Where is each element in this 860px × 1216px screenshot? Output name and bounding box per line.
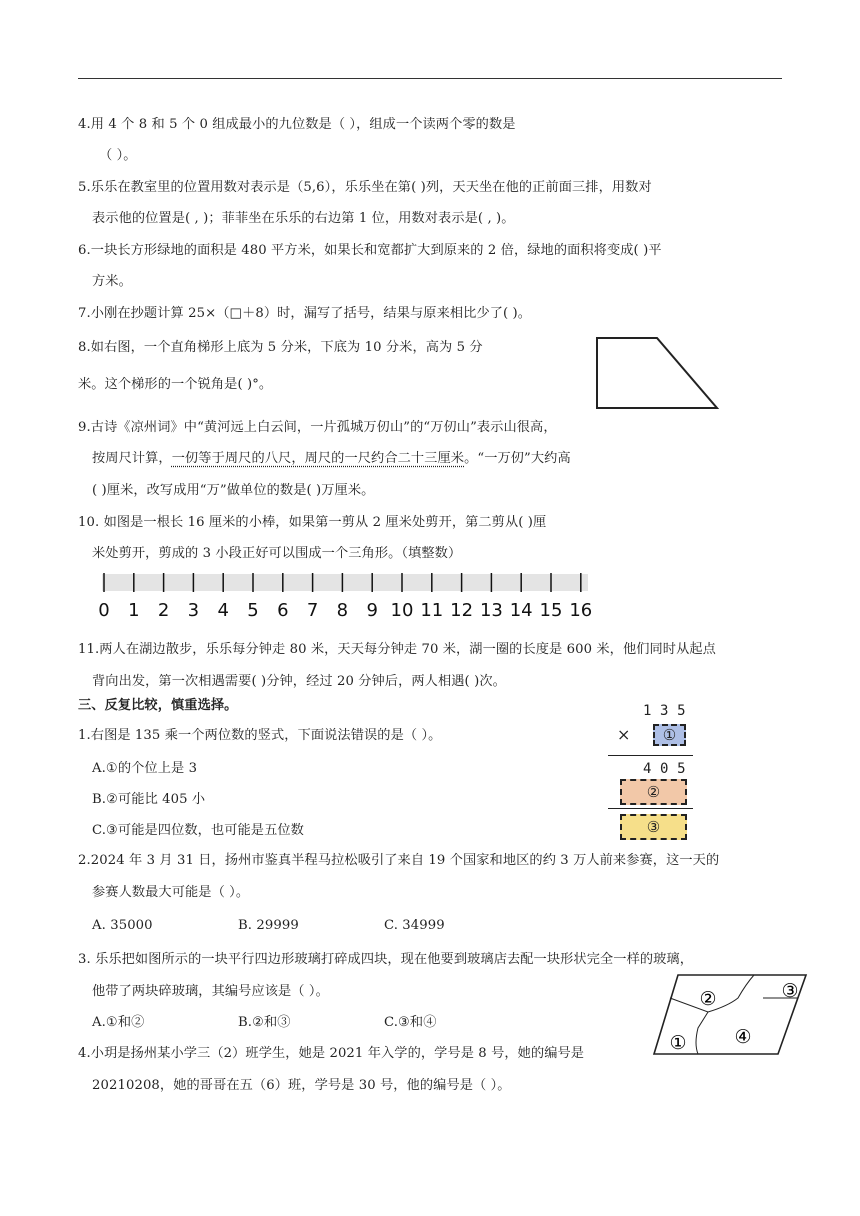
c3-option-b: B.②和③ <box>238 1015 291 1030</box>
q10-line1: 10. 如图是一根长 16 厘米的小棒，如果第一剪从 2 厘米处剪开，第二剪从( )厘 <box>78 515 547 530</box>
c3-line2: 他带了两块碎玻璃，其编号应该是（ ）。 <box>92 984 329 999</box>
q6-line2: 方米。 <box>92 274 132 289</box>
ruler-label: 14 <box>509 600 533 621</box>
parallelogram-figure <box>650 970 810 1060</box>
q6-line1: 6.一块长方形绿地的面积是 480 平方米，如果长和宽都扩大到原来的 2 倍，绿地的面积将变成( )平 <box>78 243 662 258</box>
box-1: ① <box>653 724 686 746</box>
ruler-label: 13 <box>479 600 503 621</box>
q10-line2: 米处剪开，剪成的 3 小段正好可以围成一个三角形。（填整数） <box>92 546 462 561</box>
header-rule <box>78 78 782 79</box>
q9-line3: ( )厘米，改写成用“万”做单位的数是( )万厘米。 <box>92 483 375 498</box>
c2-option-b: B. 29999 <box>238 918 299 933</box>
c2-line1: 2.2024 年 3 月 31 日，扬州市鉴真半程马拉松吸引了来自 19 个国家和地区的约 3 万人前来参赛，这一天的 <box>78 853 720 868</box>
box-2: ② <box>620 779 687 805</box>
piece-label-1: ① <box>669 1032 687 1054</box>
ruler-label: 8 <box>336 600 349 621</box>
section-3-heading: 三、反复比较，慎重选择。 <box>78 698 238 713</box>
q9-line2-c: 。“一万仞”大约高 <box>464 451 571 466</box>
c1-option-c: C.③可能是四位数，也可能是五位数 <box>92 823 304 838</box>
ruler-label: 6 <box>277 600 289 621</box>
ruler-label: 0 <box>98 600 110 621</box>
c2-option-c: C. 34999 <box>384 918 445 933</box>
ruler-label: 1 <box>128 600 140 621</box>
c3-line1: 3. 乐乐把如图所示的一块平行四边形玻璃打碎成四块，现在他要到玻璃店去配一块形状完全一样的玻璃， <box>78 952 694 967</box>
mult-rule-2 <box>608 808 693 809</box>
ruler-label: 12 <box>450 600 474 621</box>
q8-line2: 米。这个梯形的一个锐角是( )°。 <box>78 377 273 392</box>
piece-label-2: ② <box>699 988 717 1010</box>
q8-line1: 8.如右图，一个直角梯形上底为 5 分米，下底为 10 分米，高为 5 分 <box>78 340 483 355</box>
ruler-label: 15 <box>539 600 563 621</box>
q4-line1: 4.用 4 个 8 和 5 个 0 组成最小的九位数是（ ），组成一个读两个零的数是 <box>78 117 516 132</box>
ruler-label: 16 <box>569 600 593 621</box>
ruler-label: 7 <box>306 600 319 621</box>
q5-line1: 5.乐乐在教室里的位置用数对表示是（5,6），乐乐坐在第( )列，天天坐在他的正前面三排，用数对 <box>78 180 652 195</box>
q7-line: 7.小刚在抄题计算 25×（□＋8）时，漏写了括号，结果与原来相比少了( )。 <box>78 306 532 321</box>
mult-rule-1 <box>608 755 693 756</box>
ruler-label: 9 <box>366 600 378 621</box>
c1-option-b: B.②可能比 405 小 <box>92 792 206 807</box>
c4-line2: 20210208，她的哥哥在五（6）班，学号是 30 号，他的编号是（ ）。 <box>92 1078 511 1093</box>
c4-line1: 4.小玥是扬州某小学三（2）班学生，她是 2021 年入学的，学号是 8 号，她的编号是 <box>78 1046 585 1061</box>
ruler-label: 3 <box>187 600 200 621</box>
crack-line-2 <box>696 1012 708 1054</box>
c3-option-a: A.①和② <box>92 1015 145 1030</box>
mult-partial: 4 0 5 <box>643 761 686 777</box>
q11-line1: 11.两人在湖边散步，乐乐每分钟走 80 米，天天每分钟走 70 米，湖一圈的长度是 600 米，他们同时从起点 <box>78 642 716 657</box>
c1-option-a: A.①的个位上是 3 <box>92 761 198 776</box>
c2-option-a: A. 35000 <box>92 918 153 933</box>
ruler-label: 10 <box>390 600 414 621</box>
q9-line1: 9.古诗《凉州词》中“黄河远上白云间，一片孤城万仞山”的“万仞山”表示山很高， <box>78 420 557 435</box>
ruler-label: 11 <box>420 600 444 621</box>
q4-line2: （ ）。 <box>99 148 137 163</box>
ruler-label: 5 <box>247 600 259 621</box>
ruler-label: 2 <box>157 600 170 621</box>
times-sign: × <box>617 725 631 744</box>
q9-emphasis: 一仞等于周尺的八尺，周尺的一尺约合二十三厘米 <box>171 451 465 466</box>
q9-line2 <box>92 451 571 467</box>
c3-option-c: C.③和④ <box>384 1015 437 1030</box>
q5-line2: 表示他的位置是( , )；菲菲坐在乐乐的右边第 1 位，用数对表示是( , )。 <box>92 211 515 226</box>
ruler-label: 4 <box>217 600 229 621</box>
ruler-bar <box>102 574 588 591</box>
q11-line2: 背向出发，第一次相遇需要( )分钟，经过 20 分钟后，两人相遇( )次。 <box>92 674 506 689</box>
c1-stem: 1.右图是 135 乘一个两位数的竖式，下面说法错误的是（ ）。 <box>78 728 442 743</box>
q9-line2-a: 按周尺计算， <box>92 451 172 466</box>
trapezoid-figure <box>590 334 725 414</box>
piece-label-4: ④ <box>734 1026 752 1048</box>
mult-top-number: 1 3 5 <box>643 703 686 719</box>
box-3: ③ <box>620 814 687 840</box>
c2-line2: 参赛人数最大可能是（ ）。 <box>92 885 250 900</box>
ruler-figure <box>98 572 598 622</box>
piece-label-3: ③ <box>781 980 799 1002</box>
